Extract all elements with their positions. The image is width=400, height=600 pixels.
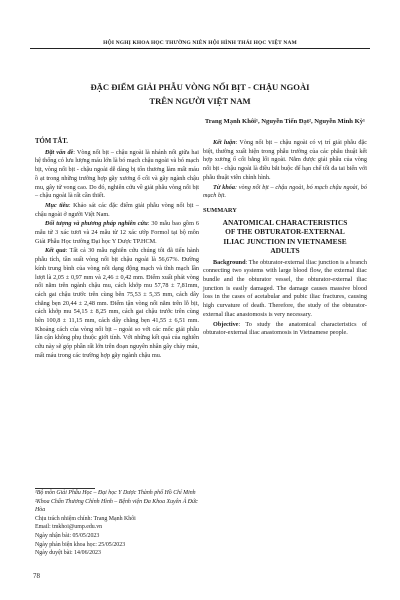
label-background: Background (213, 258, 246, 266)
text-tu-khoa: : vòng nối bịt – chậu ngoài, bó mạch chậu ngoài, bó mạch bịt. (203, 183, 367, 200)
title-line-2: TRÊN NGƯỜI VIỆT NAM (149, 96, 251, 106)
affiliation-1: ¹Bộ môn Giải Phẫu Học – Đại học Y Dược Thành phố Hồ Chí Minh (35, 490, 196, 496)
para-objective (203, 321, 367, 338)
footnotes (35, 488, 199, 558)
english-title (203, 218, 367, 256)
text-ket-qua: : Tất cả 30 mẫu nghiên cứu chúng tôi đã tiến hành phẫu tích, tần suất vòng nối bịt chậu ngoài là 56,67%. Đường kính trung bình của vòng nối dạng động mạch và tĩnh mạch lần lượt là 2,05 ± 0,97 mm và 2,46 ± 0,42 mm. Điểm xuất phát vòng nối nằm trên ngành chậu mu, cách khớp mu 57,78 ± 7,81mm, cách gai chậu trước trên cùng bên 75,53 ± 5,35 mm, cách dây chằng bẹn 20,44 ± 2,48 mm. Điểm tận vòng nối nằm trên lỗ bịt, cách khớp mu 54,15 ± 8,25 mm, cách gai chậu trước trên cùng bên 100,8 ± 11,15 mm, cách dây chằng bẹn 41,55 ± 6,51 mm. Khoảng cách của vòng nối bịt – ngoài so với các mốc giải phẫu lân cận không phụ thuộc giới tính. Với những kết quả của nghiên cứu này sẽ góp phần rất lớn trên đoạn nguyên nhân gây chảy máu, mất máu trong các trường hợp gãy ngành chậu mu. (35, 247, 200, 359)
text-dat-van-de: : Vòng nối bịt – chậu ngoài là nhánh nối giữa hai hệ thống có lưu lượng máu lớn là bó mạch chậu ngoài và bó mạch bịt, vòng nối bịt - chậu ngoài dễ dàng bị tổn thương làm mất máu ồ ạt trong những trường hợp gãy xương ổ cối và gãy ngành chậu mu, gây tử vong cao. Do đó, nghiên cứu về giải phẫu vòng nối bịt – chậu ngoài là rất cần thiết. (35, 148, 199, 200)
page-number: 78 (33, 572, 40, 580)
header-rule (30, 48, 370, 49)
text-ket-luan: : Vòng nối bịt – chậu ngoài có vị trí giải phẫu đặc biệt, thường xuất hiện trong phẫu trường của các phẫu thuật kết hợp xương ổ cối bằng lối ngoài. Nắm được giải phẫu của vòng nối bịt - chậu ngoài là điều bắt buộc để hạn chế tối đa tai biến với phẫu thuật viên chỉnh hình. (203, 139, 367, 181)
text-doi-tuong: : 30 mẫu bao gồm 6 mẫu tử 3 xác tươi và 24 mẫu từ 12 xác ướp Formol tại bộ môn Giải Phẫu Học trường Đại học Y Dược TP.HCM. (35, 220, 200, 245)
corresponding-author: Chịu trách nhiệm chính: Trang Mạnh Khôi (35, 515, 136, 522)
author-list: Trang Mạnh Khôi¹, Nguyễn Tiến Đạt², Nguyễn Minh Kỳ¹ (204, 118, 365, 125)
para-tu-khoa (203, 184, 367, 201)
running-head: HỘI NGHỊ KHOA HỌC THƯỜNG NIÊN HỘI HÌNH THÁI HỌC VIỆT NAM (103, 40, 297, 46)
text-muc-tieu: : Khảo sát các đặc điểm giải phẫu vòng nối bịt – chậu ngoài ở người Việt Nam. (35, 201, 199, 218)
english-title-line-3: ILIAC JUNCTION IN VIETNAMESE (223, 236, 347, 246)
english-title-line-4: ADULTS (270, 246, 300, 256)
left-column (35, 138, 199, 362)
right-column (203, 138, 367, 339)
affiliation-2: ²Khoa Chấn Thương Chỉnh Hình – Bệnh viện Đa Khoa Xuyên Á Đức Hòa (35, 498, 198, 514)
label-doi-tuong: Đối tượng và phương pháp nghiên cứu (45, 220, 148, 228)
label-tu-khoa: Từ khóa (213, 183, 235, 191)
para-ket-qua (35, 247, 199, 360)
english-title-line-2: OF THE OBTURATOR-EXTERNAL (225, 227, 345, 237)
summary-heading: SUMMARY (203, 206, 237, 214)
date-received: Ngày nhận bài: 05/05/2023 (35, 532, 100, 539)
label-objective: Objective (213, 320, 239, 328)
text-background: : The obturator-external iliac junction is a branch connecting two systems with large blood flow, the external iliac bundle and the obturator vessel, the obturator-external iliac junction is easily damaged. The damage causes massive blood loss in the cases of acetabular and pubic iliac fractures, causing high curvature of death. Therefore, the study of the obturator-external iliac anastomosis is very necessary. (203, 258, 367, 318)
label-dat-van-de: Đặt vấn đề (45, 148, 74, 156)
label-muc-tieu: Mục tiêu (45, 201, 69, 209)
label-ket-luan: Kết luận (213, 139, 236, 146)
title-line-1: ĐẶC ĐIỂM GIẢI PHẪU VÒNG NỐI BỊT - CHẬU NGOÀI (90, 82, 310, 92)
para-muc-tieu (35, 202, 199, 219)
date-accepted: Ngày duyệt bài: 14/06/2023 (35, 550, 101, 557)
para-dat-van-de (35, 149, 199, 201)
label-ket-qua: Kết quả (45, 247, 66, 255)
english-title-line-1: ANATOMICAL CHARACTERISTICS (222, 217, 348, 227)
article-title (40, 80, 360, 108)
date-reviewed: Ngày phản biện khoa học: 25/05/2023 (35, 541, 126, 548)
para-ket-luan (203, 139, 367, 183)
para-doi-tuong (35, 220, 199, 246)
para-background (203, 259, 367, 320)
author-email: Email: tmkhoi@ump.edu.vn (35, 524, 103, 531)
text-objective: : To study the anatomical characteristics of obturator-external iliac anastomosis in Vietnamese people. (203, 320, 367, 337)
abstract-heading-vi: TÓM TẮT. (35, 138, 68, 145)
